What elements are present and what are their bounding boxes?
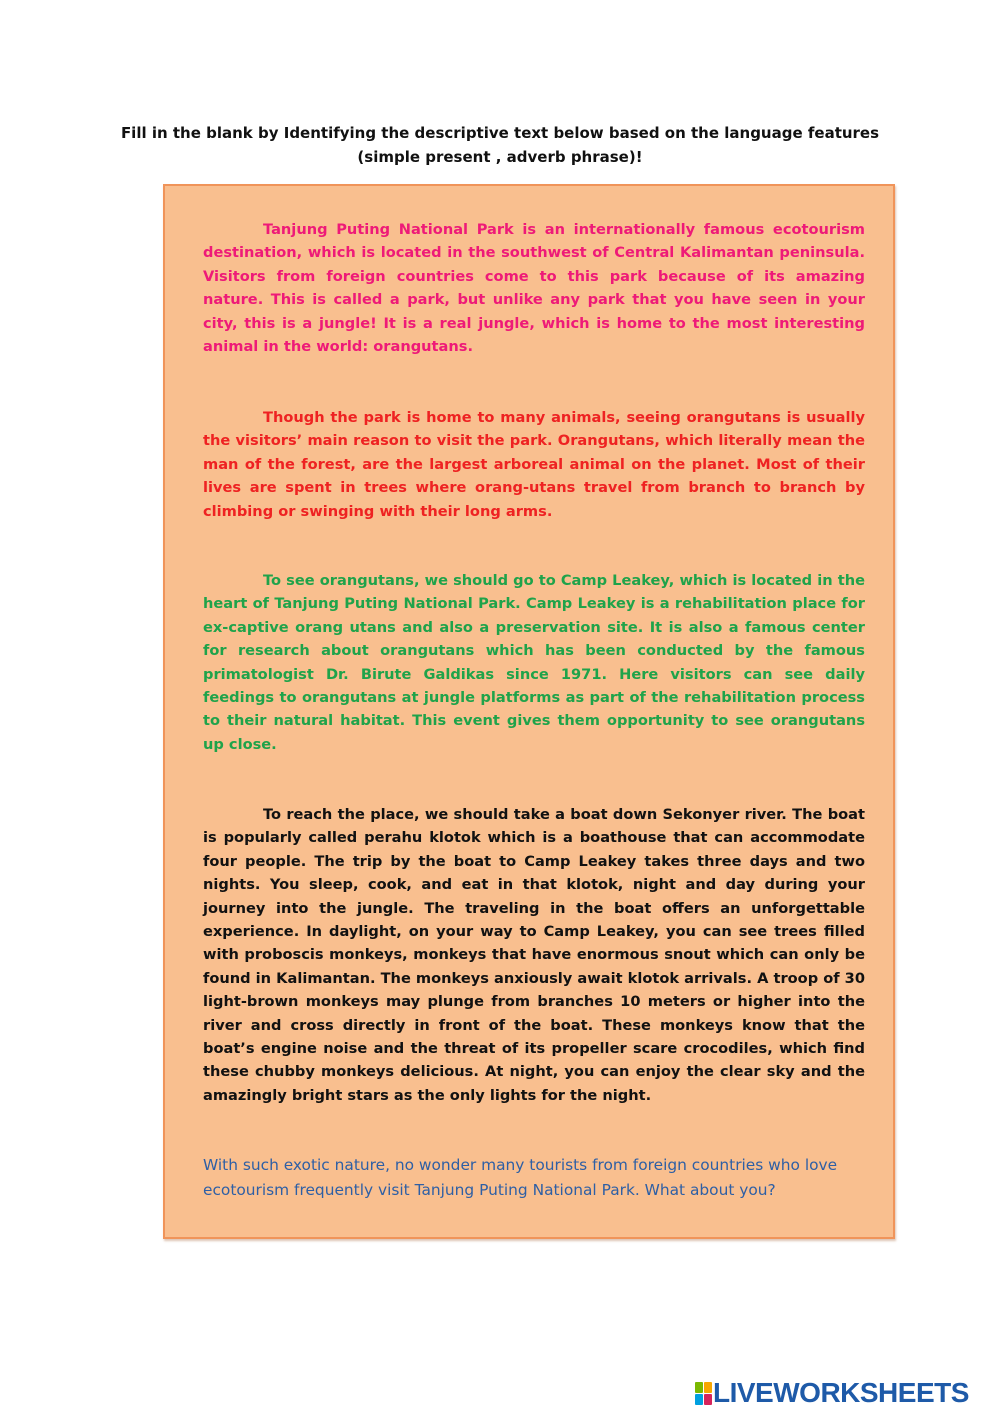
liveworksheets-badge-icon [695,1382,712,1405]
paragraph-conclusion: With such exotic nature, no wonder many tourists from foreign countries who love ecotourism frequently visit Tanjung Puting National Park. What about you? [203,1156,838,1199]
logo-text: LIVEWORKSHEETS [713,1377,969,1408]
worksheet-instruction [100,121,900,169]
paragraph-description-orangutans: Though the park is home to many animals, seeing orangutans is usually the visitors’ main reason to visit the park. Orangutans, which literally mean the man of the forest, are the largest arboreal animal on the planet. Most of their lives are spent in trees where orang-utans travel from branch to branch by climbing or swinging with their long arms. [203,409,865,520]
liveworksheets-logo [695,1377,969,1409]
instruction-line-2: (simple present , adverb phrase)! [357,148,643,166]
paragraph-description-camp-leakey: To see orangutans, we should go to Camp Leakey, which is located in the heart of Tanjung Puting National Park. Camp Leakey is a rehabilitation place for ex-captive orang utans and also a preservation site. It is also a famous center for research about orangutans which has been conducted by the famous primatologist Dr. Birute Galdikas since 1971. Here visitors can see daily feedings to orangutans at jungle platforms as part of the rehabilitation process to their natural habitat. This event gives them opportunity to see orangutans up close. [203,572,865,753]
paragraph-identification: Tanjung Puting National Park is an internationally famous ecotourism destination, which is located in the southwest of Central Kalimantan peninsula. Visitors from foreign countries come to this park because of its amazing nature. This is called a park, but unlike any park that you have seen in your city, this is a jungle! It is a real jungle, which is home to the most interesting animal in the world: orangutans. [203,221,865,356]
paragraph-description-boat-trip: To reach the place, we should take a boat down Sekonyer river. The boat is popularly called perahu klotok which is a boathouse that can accommodate four people. The trip by the boat to Camp Leakey takes three days and two nights. You sleep, cook, and eat in that klotok, night and day during your journey into the jungle. The traveling in the boat offers an unforgettable experience. In daylight, on your way to Camp Leakey, you can see trees filled with proboscis monkeys, monkeys that have enormous snout which can only be found in Kalimantan. The monkeys anxiously await klotok arrivals. A troop of 30 light-brown monkeys may plunge from branches 10 meters or higher into the river and cross directly in front of the boat. These monkeys know that the boat’s engine noise and the threat of its propeller scare crocodiles, which find these chubby monkeys delicious. At night, you can enjoy the clear sky and the amazingly bright stars as the only lights for the night. [203,806,865,1104]
instruction-line-1: Fill in the blank by Identifying the descriptive text below based on the language features [120,124,880,142]
descriptive-text-box [163,184,895,1239]
